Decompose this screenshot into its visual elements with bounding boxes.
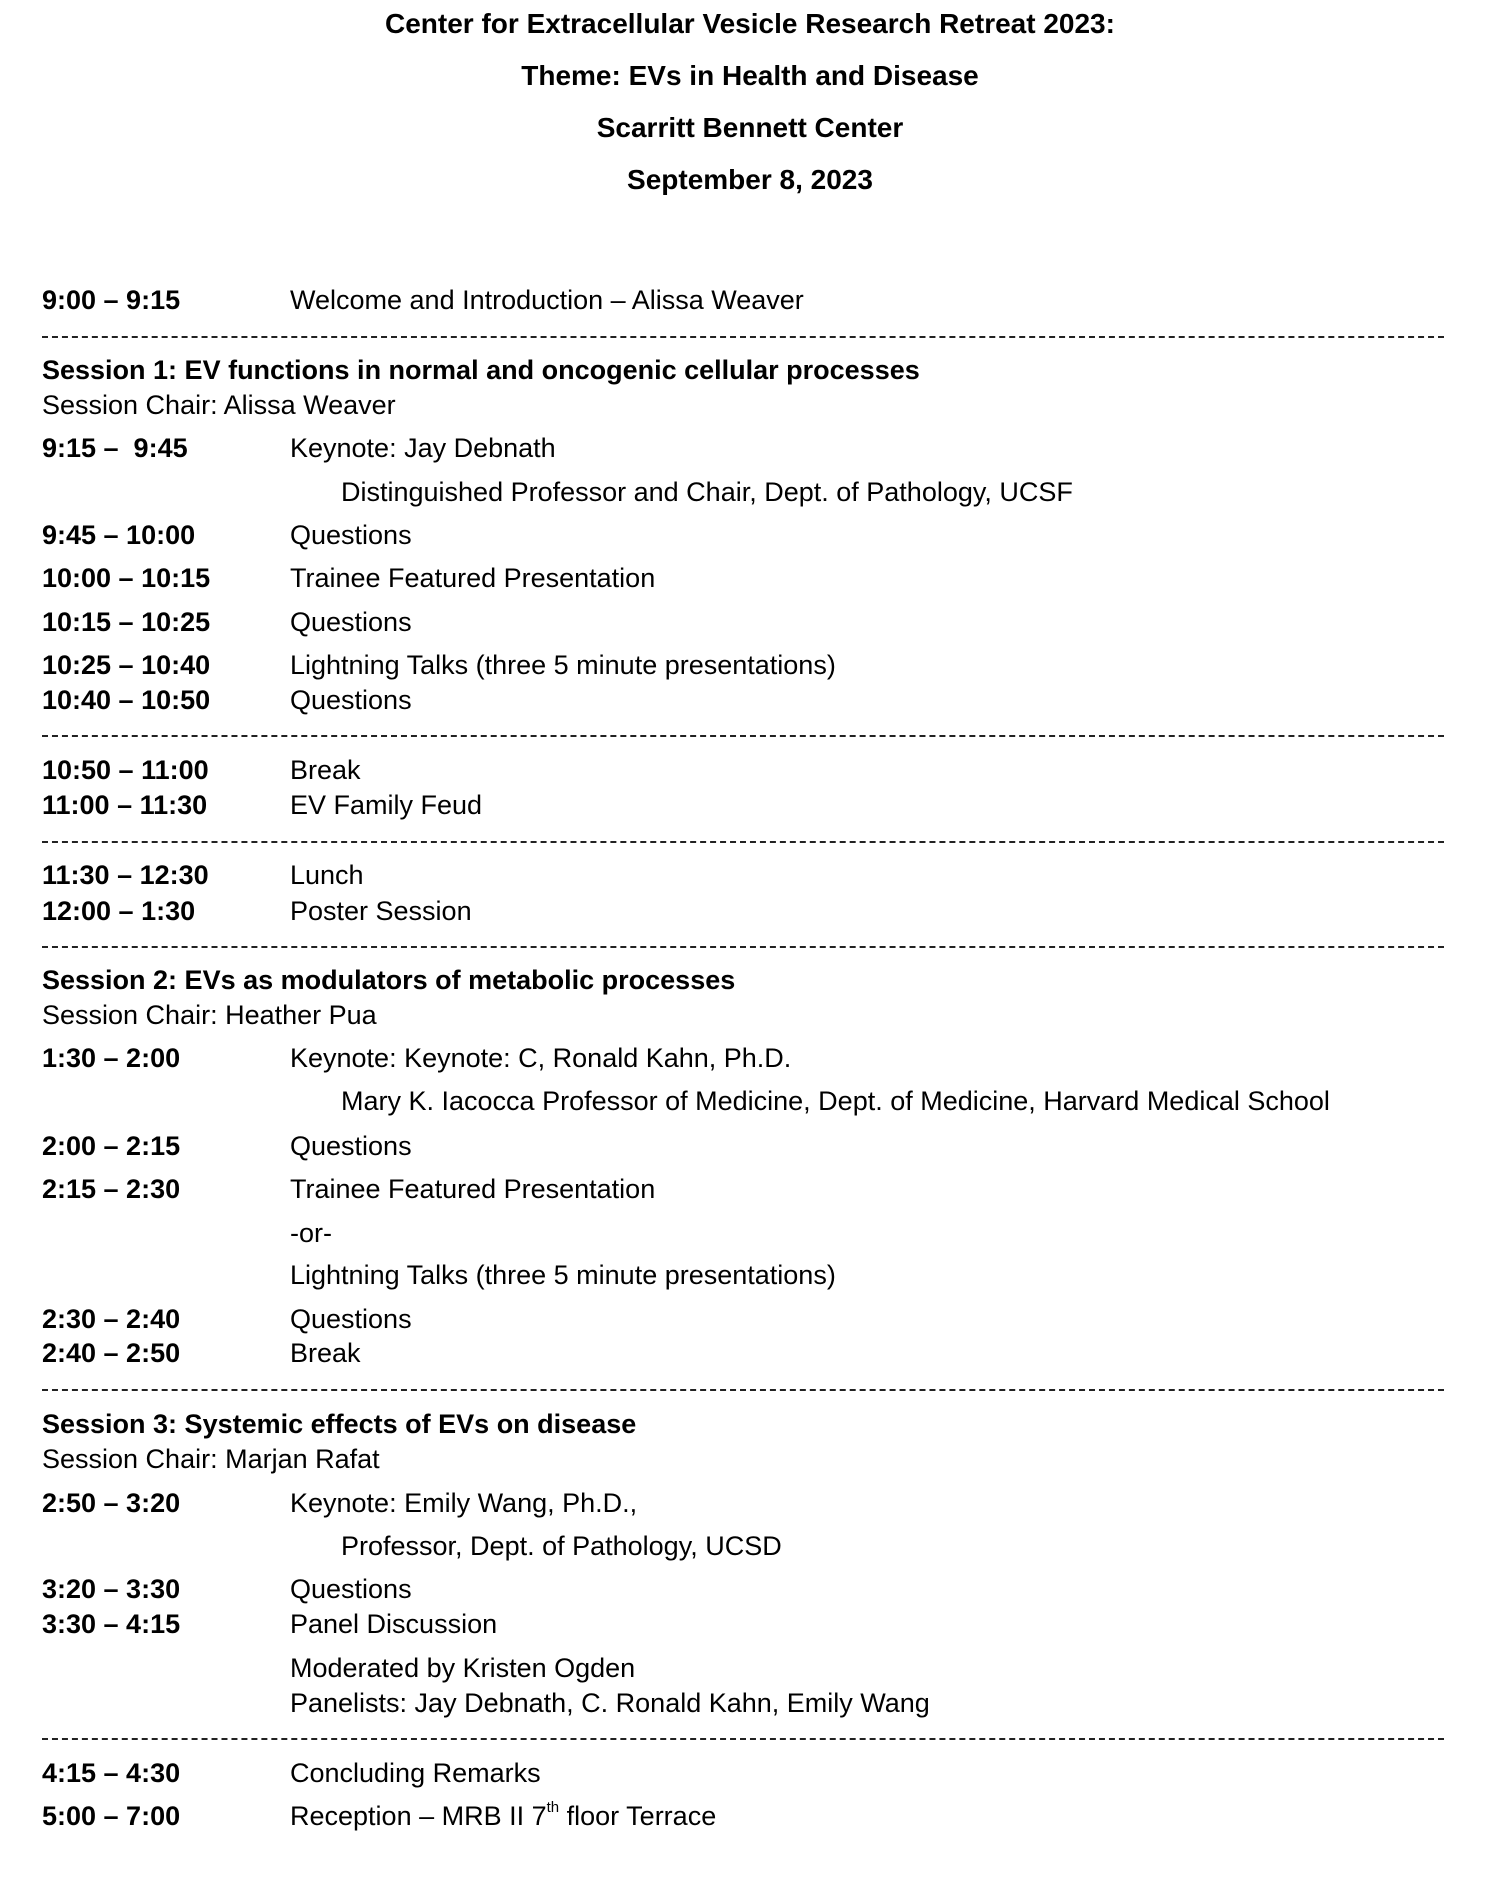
- session-3-chair: Session Chair: Marjan Rafat: [42, 1444, 380, 1474]
- or-label: -or-: [290, 1218, 332, 1248]
- event-label: Keynote: Keynote: C, Ronald Kahn, Ph.D.: [290, 1043, 792, 1073]
- event-label: Trainee Featured Presentation: [290, 1174, 656, 1204]
- event-text: floor Terrace: [559, 1801, 717, 1831]
- event-label: Lightning Talks (three 5 minute presentations): [290, 650, 836, 680]
- divider: [42, 1738, 1444, 1740]
- affiliation-label: Distinguished Professor and Chair, Dept. of Pathology, UCSF: [341, 477, 1073, 507]
- event-label: Concluding Remarks: [290, 1758, 541, 1788]
- time-label: 10:40 – 10:50: [42, 685, 211, 715]
- document-title: Center for Extracellular Vesicle Research Retreat 2023:: [385, 8, 1115, 39]
- time-label: 3:30 – 4:15: [42, 1609, 181, 1639]
- time-label: 9:00 – 9:15: [42, 285, 181, 315]
- event-label: Questions: [290, 607, 412, 637]
- divider: [42, 946, 1444, 948]
- affiliation-label: Professor, Dept. of Pathology, UCSD: [341, 1531, 782, 1561]
- divider: [42, 336, 1444, 338]
- event-label: Trainee Featured Presentation: [290, 563, 656, 593]
- event-label: Break: [290, 1338, 361, 1368]
- session-1-chair: Session Chair: Alissa Weaver: [42, 390, 396, 420]
- divider: [42, 735, 1444, 737]
- time-label: 2:40 – 2:50: [42, 1338, 181, 1368]
- event-label: Lunch: [290, 860, 364, 890]
- time-label: 10:25 – 10:40: [42, 650, 211, 680]
- time-label: 9:45 – 10:00: [42, 520, 196, 550]
- time-label: 2:15 – 2:30: [42, 1174, 181, 1204]
- theme-line: Theme: EVs in Health and Disease: [521, 60, 979, 91]
- time-label: 2:30 – 2:40: [42, 1304, 181, 1334]
- affiliation-label: Mary K. Iacocca Professor of Medicine, Dept. of Medicine, Harvard Medical School: [341, 1086, 1330, 1116]
- time-label: 12:00 – 1:30: [42, 896, 196, 926]
- time-label: 3:20 – 3:30: [42, 1574, 181, 1604]
- event-label: Questions: [290, 1131, 412, 1161]
- time-label: 10:50 – 11:00: [42, 755, 209, 785]
- time-label: 1:30 – 2:00: [42, 1043, 181, 1073]
- time-label: 4:15 – 4:30: [42, 1758, 181, 1788]
- event-label: Keynote: Jay Debnath: [290, 433, 556, 463]
- time-label: 11:00 – 11:30: [42, 790, 208, 820]
- moderator-label: Moderated by Kristen Ogden: [290, 1653, 636, 1683]
- event-label: Questions: [290, 1574, 412, 1604]
- event-label: Panel Discussion: [290, 1609, 498, 1639]
- time-label: 10:00 – 10:15: [42, 563, 211, 593]
- event-label: Questions: [290, 685, 412, 715]
- session-1-title: Session 1: EV functions in normal and oncogenic cellular processes: [42, 355, 920, 385]
- date-line: September 8, 2023: [627, 164, 873, 195]
- time-label: 2:00 – 2:15: [42, 1131, 181, 1161]
- event-label: Break: [290, 755, 361, 785]
- event-label: Keynote: Emily Wang, Ph.D.,: [290, 1488, 638, 1518]
- time-label: 10:15 – 10:25: [42, 607, 211, 637]
- session-2-chair: Session Chair: Heather Pua: [42, 1000, 377, 1030]
- event-label: Poster Session: [290, 896, 472, 926]
- venue-line: Scarritt Bennett Center: [596, 112, 904, 143]
- event-label: Welcome and Introduction – Alissa Weaver: [290, 285, 804, 315]
- panelists-label: Panelists: Jay Debnath, C. Ronald Kahn, Emily Wang: [290, 1688, 930, 1718]
- event-label: Questions: [290, 520, 412, 550]
- event-label: EV Family Feud: [290, 790, 483, 820]
- time-label: 5:00 – 7:00: [42, 1801, 181, 1831]
- time-label: 2:50 – 3:20: [42, 1488, 181, 1518]
- event-label: Lightning Talks (three 5 minute presentations): [290, 1260, 836, 1290]
- divider: [42, 841, 1444, 843]
- event-label: [290, 1799, 716, 1833]
- time-label: 9:15 – 9:45: [42, 433, 188, 463]
- event-label: Questions: [290, 1304, 412, 1334]
- divider: [42, 1389, 1444, 1391]
- ordinal-suffix: th: [546, 1799, 560, 1816]
- session-3-title: Session 3: Systemic effects of EVs on disease: [42, 1409, 637, 1439]
- event-text: Reception – MRB II 7: [290, 1801, 547, 1831]
- session-2-title: Session 2: EVs as modulators of metabolic processes: [42, 965, 736, 995]
- time-label: 11:30 – 12:30: [42, 860, 209, 890]
